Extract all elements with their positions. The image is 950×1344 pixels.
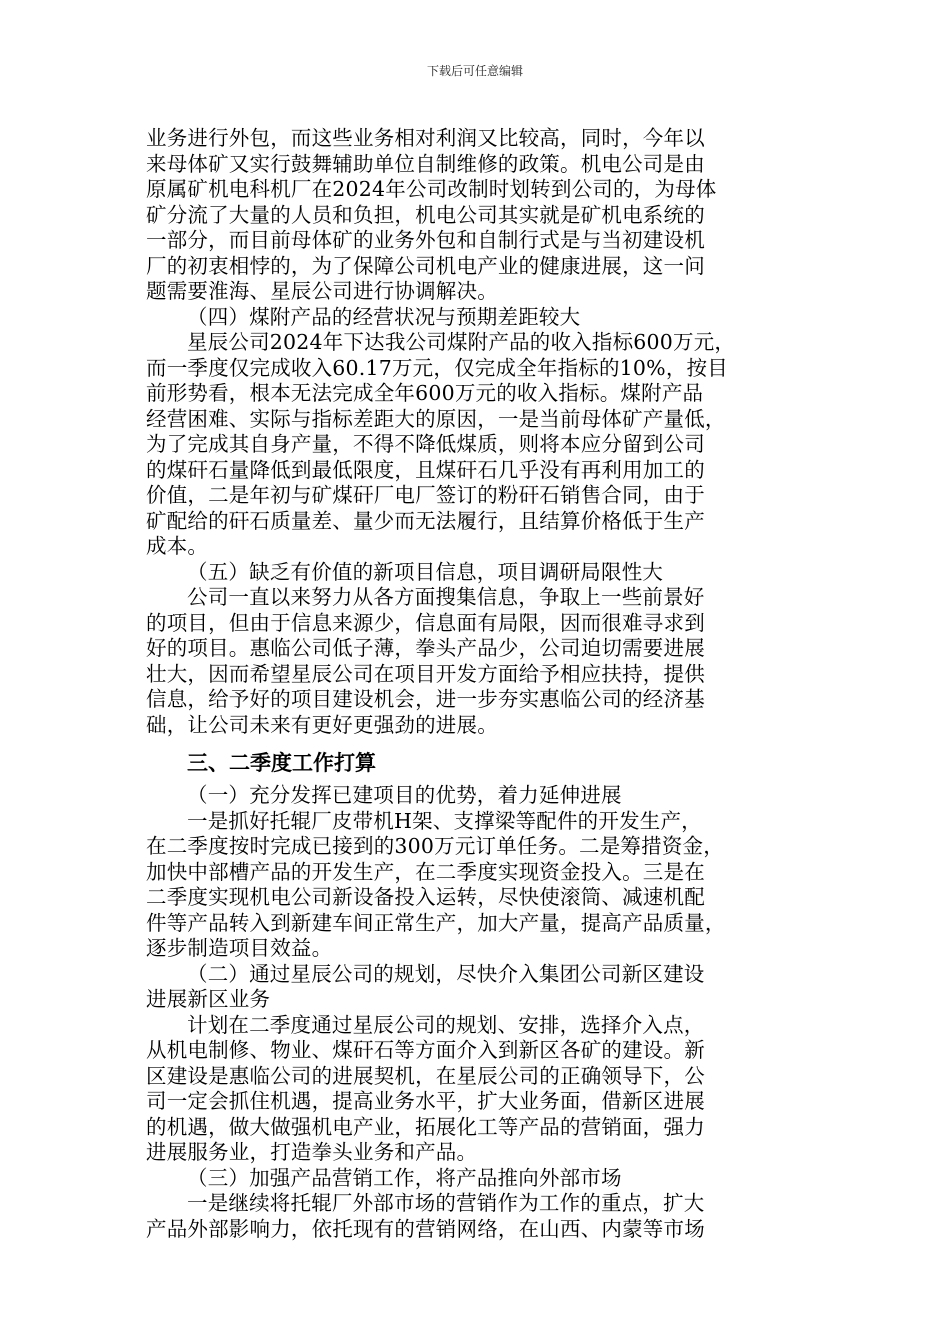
subsection-heading: （五）缺乏有价值的新项目信息，项目调研局限性大 [187, 559, 664, 584]
body-line: 为了完成其自身产量，不得不降低煤质，则将本应分留到公司 [146, 432, 705, 456]
body-line: 好的项目。惠临公司低子薄，拳头产品少，公司迫切需要进展 [146, 636, 705, 660]
body-line: 价值，二是年初与矿煤矸厂电厂签订的粉矸石销售合同，由于 [146, 483, 705, 507]
body-line: 前形势看，根本无法完成全年600万元的收入指标。煤附产品 [146, 381, 704, 405]
body-line: 业务进行外包，而这些业务相对利润又比较高，同时，今年以 [146, 126, 705, 150]
body-line: 题需要淮海、星辰公司进行协调解决。 [146, 279, 498, 303]
body-line: 加快中部槽产品的开发生产，在二季度实现资金投入。三是在 [146, 859, 705, 884]
body-line: 而一季度仅完成收入60.17万元，仅完成全年指标的10%，按目 [146, 355, 728, 380]
body-line: 的煤矸石量降低到最低限度，且煤矸石几乎没有再利用加工的 [146, 457, 705, 482]
paragraph-start: 计划在二季度通过星辰公司的规划、安排，选择介入点， [187, 1012, 705, 1037]
body-line: 二季度实现机电公司新设备投入运转，尽快使滚筒、减速机配 [146, 885, 705, 909]
document-body [146, 126, 811, 1242]
subsection-heading: （三）加强产品营销工作，将产品推向外部市场 [187, 1165, 622, 1190]
paragraph-start: 星辰公司2024年下达我公司煤附产品的收入指标600万元， [187, 330, 736, 354]
body-line: 区建设是惠临公司的进展契机，在星辰公司的正确领导下，公 [146, 1063, 705, 1088]
body-line: 来母体矿又实行鼓舞辅助单位自制维修的政策。机电公司是由 [146, 151, 705, 176]
body-line: 进展新区业务 [146, 987, 271, 1011]
body-line: 经营困难、实际与指标差距大的原因，一是当前母体矿产量低， [146, 406, 726, 431]
subsection-heading: （四）煤附产品的经营状况与预期差距较大 [187, 304, 581, 329]
body-line: 信息，给予好的项目建设机会，进一步夯实惠临公司的经济基 [146, 687, 705, 711]
body-line: 础，让公司未来有更好更强劲的进展。 [146, 712, 498, 737]
body-line: 从机电制修、物业、煤矸石等方面介入到新区各矿的建设。新 [146, 1038, 705, 1062]
body-line: 厂的初衷相悖的，为了保障公司机电产业的健康进展，这一问 [146, 253, 705, 278]
section-heading: 三、二季度工作打算 [187, 750, 376, 775]
body-line: 司一定会抓住机遇，提高业务水平，扩大业务面，借新区进展 [146, 1089, 705, 1113]
header-note: 下载后可任意编辑 [426, 64, 523, 78]
subsection-heading: （一）充分发挥已建项目的优势，着力延伸进展 [187, 783, 622, 807]
body-line: 壮大，因而希望星辰公司在项目开发方面给予相应扶持，提供 [146, 661, 705, 686]
body-line: 产品外部影响力，依托现有的营销网络，在山西、内蒙等市场 [146, 1216, 705, 1241]
body-line: 进展服务业，打造拳头业务和产品。 [146, 1140, 478, 1164]
body-line: 成本。 [146, 534, 209, 558]
paragraph-start: 公司一直以来努力从各方面搜集信息，争取上一些前景好 [187, 585, 705, 609]
body-line: 矿配给的矸石质量差、量少而无法履行，且结算价格低于生产 [146, 508, 705, 533]
body-line: 在二季度按时完成已接到的300万元订单任务。二是筹措资金， [146, 834, 724, 858]
subsection-heading: （二）通过星辰公司的规划，尽快介入集团公司新区建设 [187, 961, 705, 986]
body-line: 的项目，但由于信息来源少，信息面有局限，因而很难寻求到 [146, 610, 705, 635]
body-line: 件等产品转入到新建车间正常生产，加大产量，提高产品质量， [146, 910, 726, 935]
body-line: 逐步制造项目效益。 [146, 936, 333, 960]
body-line: 矿分流了大量的人员和负担，机电公司其实就是矿机电系统的 [146, 202, 705, 227]
paragraph-start: 一是继续将托辊厂外部市场的营销作为工作的重点，扩大 [187, 1191, 705, 1215]
body-line: 一部分，而目前母体矿的业务外包和自制行式是与当初建设机 [146, 228, 705, 252]
body-line: 的机遇，做大做强机电产业，拓展化工等产品的营销面，强力 [146, 1114, 705, 1139]
body-line: 原属矿机电科机厂在2024年公司改制时划转到公司的，为母体 [146, 177, 717, 201]
paragraph-start: 一是抓好托辊厂皮带机H架、支撑梁等配件的开发生产， [187, 808, 702, 833]
